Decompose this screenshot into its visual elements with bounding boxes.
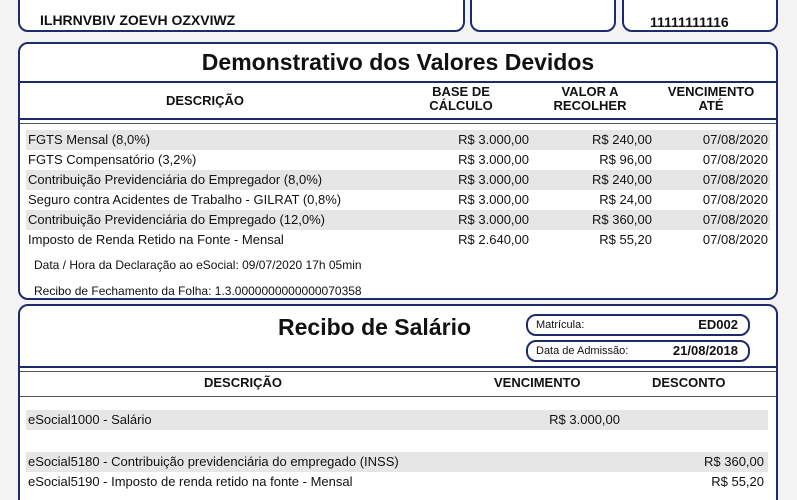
demonstrativo-title: Demonstrativo dos Valores Devidos — [201, 49, 595, 75]
table-row — [26, 150, 770, 170]
recibo-header-rule — [20, 396, 776, 397]
header-rule-2 — [20, 123, 776, 124]
table-row — [26, 190, 770, 210]
row-desc: eSocial5190 - Imposto de renda retido na fonte - Mensal — [28, 474, 353, 489]
recibo-fechamento-text: Recibo de Fechamento da Folha: 1.3.0000000000000070358 — [34, 284, 362, 298]
recibo-col-vencimento: VENCIMENTO — [494, 375, 581, 390]
row-base: R$ 3.000,00 — [458, 212, 529, 227]
name-box — [18, 0, 465, 32]
col-valor-line1: VALOR A — [561, 84, 619, 99]
row-desconto: R$ 360,00 — [704, 454, 764, 469]
row-base: R$ 3.000,00 — [458, 192, 529, 207]
row-desc: Seguro contra Acidentes de Trabalho - GILRAT (0,8%) — [28, 192, 342, 207]
row-desc: eSocial1000 - Salário — [28, 412, 152, 427]
row-valor: R$ 24,00 — [599, 192, 652, 207]
row-vencimento: R$ 3.000,00 — [549, 412, 620, 427]
row-desc: Contribuição Previdenciária do Empregado (12,0%) — [28, 212, 325, 227]
row-venc: 07/08/2020 — [702, 232, 768, 247]
table-row — [26, 210, 770, 230]
row-desc: Contribuição Previdenciária do Empregador (8,0%) — [28, 172, 323, 187]
col-base-line1: BASE DE — [432, 84, 490, 99]
row-base: R$ 3.000,00 — [458, 152, 529, 167]
row-venc: 07/08/2020 — [702, 192, 768, 207]
col-descricao: DESCRIÇÃO — [166, 93, 245, 108]
nis-value: 11111111116 — [650, 14, 729, 30]
row-desc: Imposto de Renda Retido na Fonte - Mensal — [28, 232, 284, 247]
row-valor: R$ 240,00 — [592, 172, 652, 187]
recibo-col-desconto: DESCONTO — [652, 375, 726, 390]
row-desconto: R$ 55,20 — [711, 474, 764, 489]
col-base-line2: CÁLCULO — [429, 98, 493, 113]
row-venc: 07/08/2020 — [702, 212, 768, 227]
recibo-rule — [20, 366, 776, 368]
table-row — [26, 452, 768, 472]
row-venc: 07/08/2020 — [702, 152, 768, 167]
table-row — [26, 230, 770, 250]
table-row — [26, 472, 768, 492]
admissao-value: 21/08/2018 — [672, 343, 738, 358]
header-rule — [20, 118, 776, 120]
recibo-rule-2 — [20, 371, 776, 372]
admissao-label: Data de Admissão: — [536, 345, 629, 357]
col-base — [418, 85, 504, 113]
row-valor: R$ 96,00 — [599, 152, 652, 167]
matricula-label: Matrícula: — [536, 319, 585, 331]
name-value: ILHRNVBIV ZOEVH OZXVIWZ — [40, 12, 236, 28]
row-valor: R$ 360,00 — [592, 212, 652, 227]
col-vencimento-line1: VENCIMENTO — [667, 84, 755, 99]
nis-box — [622, 0, 778, 32]
admissao-box — [526, 340, 750, 362]
table-row — [26, 410, 768, 430]
table-row — [26, 130, 770, 150]
row-valor: R$ 55,20 — [599, 232, 652, 247]
matricula-box — [526, 314, 750, 336]
row-base: R$ 2.640,00 — [458, 232, 529, 247]
recibo-section — [18, 304, 778, 500]
col-valor-line2: RECOLHER — [553, 98, 627, 113]
declaracao-text: Data / Hora da Declaração ao eSocial: 09/07/2020 17h 05min — [34, 258, 362, 272]
col-valor — [540, 85, 640, 113]
row-desc: eSocial5180 - Contribuição previdenciária do empregado (INSS) — [28, 454, 399, 469]
row-valor: R$ 240,00 — [592, 132, 652, 147]
recibo-col-descricao: DESCRIÇÃO — [204, 375, 283, 390]
title-rule — [20, 81, 776, 83]
demonstrativo-section — [18, 42, 778, 300]
row-base: R$ 3.000,00 — [458, 172, 529, 187]
row-desc: FGTS Mensal (8,0%) — [28, 132, 151, 147]
col-vencimento-line2: ATÉ — [698, 98, 724, 113]
row-base: R$ 3.000,00 — [458, 132, 529, 147]
row-desc: FGTS Compensatório (3,2%) — [28, 152, 197, 167]
table-row — [26, 170, 770, 190]
recibo-title: Recibo de Salário — [278, 314, 472, 340]
matricula-value: ED002 — [698, 317, 738, 332]
row-venc: 07/08/2020 — [702, 132, 768, 147]
col-vencimento — [656, 85, 766, 113]
row-venc: 07/08/2020 — [702, 172, 768, 187]
cpf-box — [470, 0, 616, 32]
